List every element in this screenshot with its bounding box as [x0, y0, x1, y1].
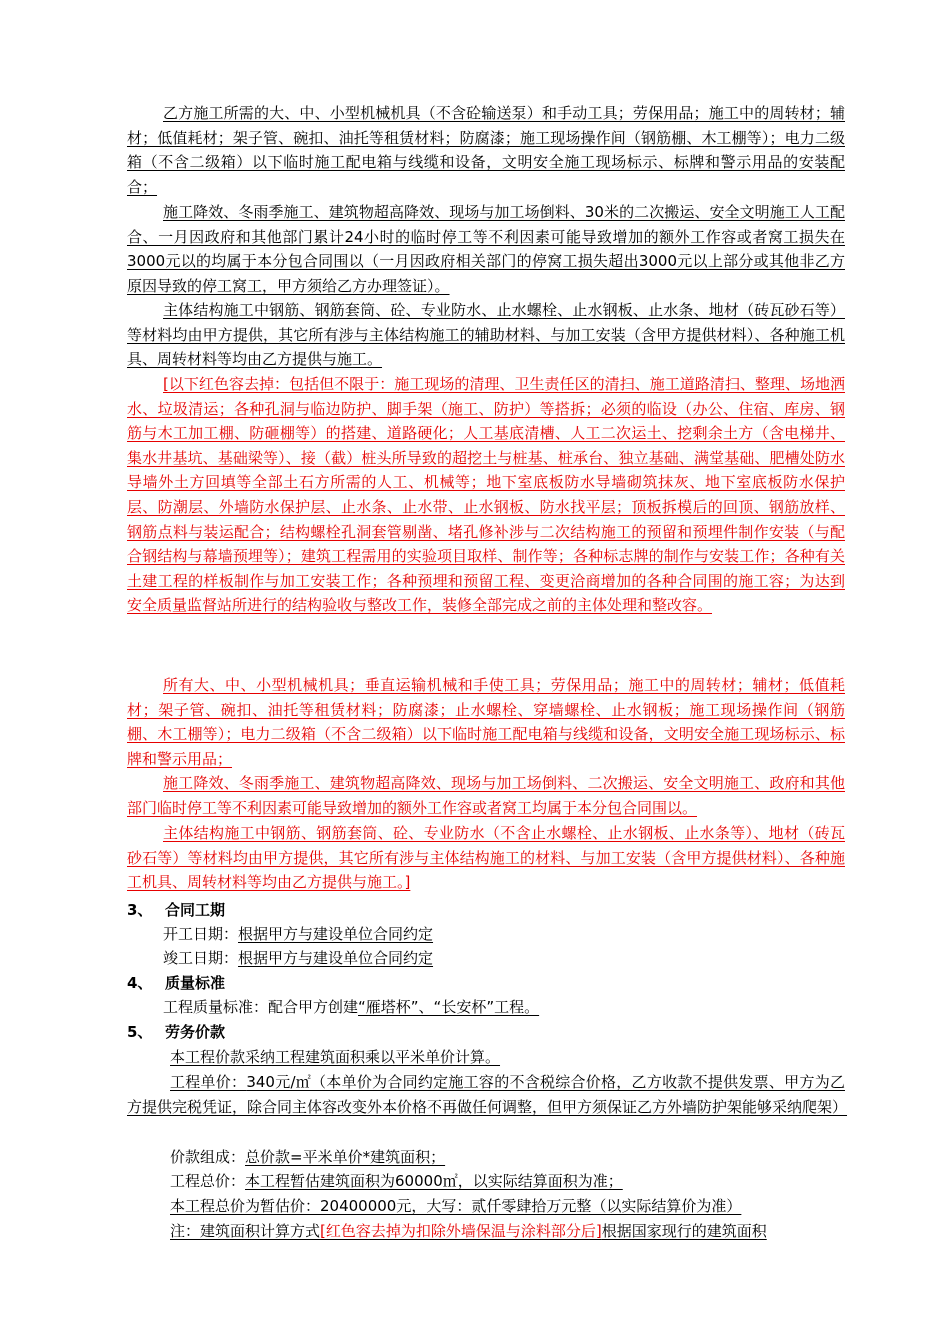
note-red-text: [红色容去掉为扣除外墙保温与涂料部分后]: [320, 1222, 602, 1240]
area-calculation-note: [170, 1219, 767, 1243]
price-composition-line: [170, 1145, 445, 1169]
paragraph-work-efficiency: 施工降效、冬雨季施工、建筑物超高降效、现场与加工场倒料、30米的二次搬运、安全文明施工人工配合、一月因政府和其他部门累计24小时的临时停工等不利因素可能导致增加的额外工作容或者窝工损失在3000元以的均属于本分包合同围以（一月因政府相关部门的停窝工损失超出3000元以上部分或其他非乙方原因导致的停工窝工，甲方须给乙方办理签证）。: [127, 203, 845, 295]
quality-standard-line: [163, 995, 539, 1019]
red-paragraph-scope: [以下红色容去掉：包括但不限于：施工现场的清理、卫生责任区的清扫、施工道路清扫、整理、场地洒水、垃圾清运；各种孔洞与临边防护、脚手架（施工、防护）等搭拆；必须的临设（办公、住宿、库房、钢筋与木工加工棚、防砸棚等）的搭建、道路硬化；人工基底清槽、人工二次运土、挖剩余土方（含电梯井、集水井基坑、基础梁等）、接（截）桩头所导致的超挖土与桩基、桩承台、独立基础、满堂基础、肥槽处防水导墙外土方回填等全部土石方所需的人工、机械等；地下室底板防水导墙砌筑抹灰、地下室底板防水保护层、防潮层、外墙防水保护层、止水条、止水带、止水钢板、防水找平层；顶板拆模后的回顶、钢筋放样、钢筋点料与装运配合；结构螺栓孔洞套管剔凿、堵孔修补涉与二次结构施工的预留和预埋件制作安装（与配合钢结构与幕墙预埋等）；建筑工程需用的实验项目取样、制作等；各种标志牌的制作与安装工作；各种有关土建工程的样板制作与加工安装工作；各种预埋和预留工程、变更洽商增加的各种合同围的施工容；为达到安全质量监督站所进行的结构验收与整改工作，装修全部完成之前的主体处理和整改容。: [127, 375, 845, 615]
total-price-label: 工程总价：: [170, 1172, 246, 1190]
end-date-value: 根据甲方与建设单位合同约定: [238, 949, 434, 967]
end-date-line: [163, 946, 433, 970]
red-paragraph-structure: 主体结构施工中钢筋、钢筋套筒、砼、专业防水（不含止水螺栓、止水钢板、止水条等）、地材（砖瓦砂石等）等材料均由甲方提供，其它所有涉与主体结构施工的材料、与加工安装（含甲方提供材料）、各种施工机具、周转材料等均由乙方提供与施工。]: [127, 824, 845, 892]
red-paragraph-machinery: 所有大、中、小型机械机具；垂直运输机械和手使工具；劳保用品；施工中的周转材；辅材；低值耗材；架子管、碗扣、油托等租赁材料；防腐漆；止水螺栓、穿墙螺栓、止水钢板；施工现场操作间（钢筋棚、木工棚等）；电力二级箱（不含二级箱）以下临时施工配电箱与线缆和设备，文明安全施工现场标示、标牌和警示用品；: [127, 676, 845, 768]
start-date-value: 根据甲方与建设单位合同约定: [238, 925, 434, 943]
section-number: 3、: [127, 901, 153, 919]
unit-price-value: 340元/㎡（本单价为合同约定施工容的不含税综合价格，乙方收款不提供发票、甲方为乙方提供完税凭证，除合同主体容改变外本价格不再做任何调整，但甲方须保证乙方外墙防护架能够采纳爬架）: [127, 1073, 848, 1116]
section-heading-quality: [127, 971, 845, 995]
section-heading-schedule: [127, 898, 845, 922]
red-paragraph-efficiency: 施工降效、冬雨季施工、建筑物超高降效、现场与加工场倒料、二次搬运、安全文明施工、政府和其他部门临时停工等不利因素可能导致增加的额外工作容或者窝工均属于本分包合同围以。: [127, 774, 845, 817]
price-composition-label: 价款组成：: [170, 1148, 246, 1166]
quality-standard-value: “雁塔杯”、“长安杯”工程。: [358, 998, 540, 1016]
price-composition-value: 总价款=平米单价*建筑面积；: [245, 1148, 446, 1166]
unit-price-label: 工程单价：: [170, 1073, 247, 1091]
paragraph-tools-and-materials: 乙方施工所需的大、中、小型机械机具（不含砼输送泵）和手动工具；劳保用品；施工中的周转材；辅材；低值耗材；架子管、碗扣、油托等租赁材料；防腐漆；施工现场操作间（钢筋棚、木工棚等）；电力二级箱（不含二级箱）以下临时施工配电箱与线缆和设备，文明安全施工现场标示、标牌和警示用品的安装配合；: [127, 104, 845, 196]
section-title: 合同工期: [165, 901, 226, 919]
unit-price-paragraph: [127, 1070, 848, 1119]
note-label: 注：建筑面积计算方式: [170, 1222, 321, 1240]
quality-standard-label: 工程质量标准：配合甲方创建: [163, 998, 359, 1016]
section-title: 劳务价款: [165, 1023, 226, 1041]
end-date-label: 竣工日期：: [163, 949, 239, 967]
total-price-value: 本工程暂估建筑面积为60000㎡，以实际结算面积为准；: [245, 1172, 623, 1190]
note-rest: 根据国家现行的建筑面积: [601, 1222, 767, 1240]
total-price-line: [170, 1169, 623, 1193]
start-date-line: [163, 922, 433, 946]
section-number: 4、: [127, 974, 153, 992]
price-intro: 本工程价款采纳工程建筑面积乘以平米单价计算。: [170, 1048, 501, 1066]
start-date-label: 开工日期：: [163, 925, 239, 943]
section-number: 5、: [127, 1023, 153, 1041]
paragraph-main-structure: 主体结构施工中钢筋、钢筋套筒、砼、专业防水、止水螺栓、止水钢板、止水条、地材（砖瓦砂石等）等材料均由甲方提供，其它所有涉与主体结构施工的辅助材料、与加工安装（含甲方提供材料）、各种施工机具、周转材料等均由乙方提供与施工。: [127, 301, 845, 369]
estimated-total-line: 本工程总价为暂估价：20400000元，大写：贰仟零肆拾万元整（以实际结算价为准）: [170, 1197, 742, 1215]
section-title: 质量标准: [165, 974, 226, 992]
section-heading-price: [127, 1020, 845, 1044]
